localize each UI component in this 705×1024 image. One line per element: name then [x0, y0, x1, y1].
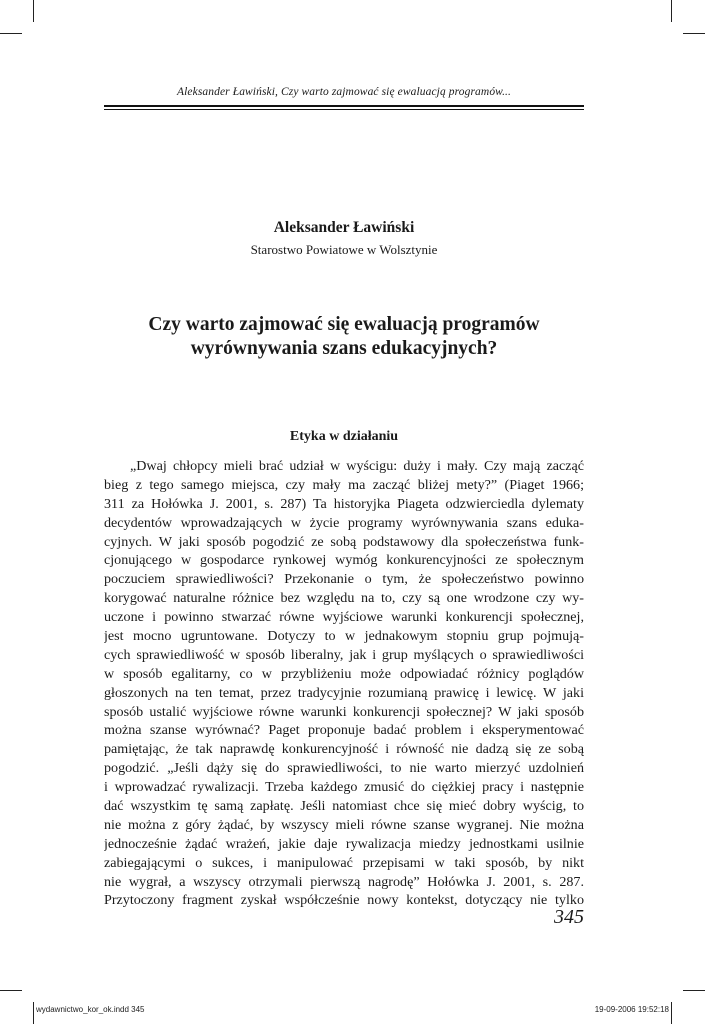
title-line: wyrównywania szans edukacyjnych? — [190, 338, 498, 359]
body-line: nie można z góry żądać, by wszyscy mieli równe szanse wygranej. Nie można — [104, 816, 584, 833]
body-line: korygować naturalne różnice bez względu na to, czy są one wrodzone czy wy- — [104, 590, 584, 607]
body-line: dać wszystkim tę samą zapłatę. Jeśli natomiast chce się mieć dobry wyścig, to — [104, 798, 584, 815]
crop-mark — [0, 990, 22, 991]
body-line: uczone i powinno stwarzać równe wyjściowe warunki konkurencji społecznej, — [104, 609, 584, 626]
crop-mark — [0, 33, 22, 34]
body-line: głoszonych na ten temat, przez tradycyjnie rozumianą prawicę i lewicę. W jaki — [104, 684, 584, 701]
print-slug-timestamp: 19-09-2006 19:52:18 — [594, 1005, 669, 1014]
page-number: 345 — [554, 906, 584, 928]
body-line: cyjnych. W jaki sposób pogodzić ze sobą podstawowy dla społeczeństwa funk- — [104, 533, 584, 550]
author-name: Aleksander Ławiński — [273, 219, 415, 236]
crop-mark — [33, 1002, 34, 1024]
body-line: pamiętając, że tak naprawdę konkurencyjność i równość nie dadzą się ze sobą — [104, 741, 584, 758]
body-line: cych sprawiedliwość w sposób liberalny, jak i grup myślących o sprawiedliwości — [104, 646, 584, 663]
body-line: nie wygrał, a wszyscy otrzymali pierwszą nagrodę” Hołówka J. 2001, s. 287. — [104, 873, 584, 890]
running-head: Aleksander Ławiński, Czy warto zajmować się ewaluacją programów... — [176, 86, 512, 98]
body-line: bieg z tego samego miejsca, czy mały ma zacząć bliżej mety?” (Piaget 1966; — [104, 476, 584, 493]
crop-mark — [671, 0, 672, 22]
body-line: poczuciem sprawiedliwości? Przekonanie o tym, że społeczeństwo powinno — [104, 571, 584, 588]
print-slug-file: wydawnictwo_kor_ok.indd 345 — [36, 1005, 145, 1014]
body-line: „Dwaj chłopcy mieli brać udział w wyścigu: duży i mały. Czy mają zacząć — [130, 458, 584, 474]
article-title — [104, 313, 584, 361]
body-line: i wprowadzać rywalizacji. Trzeba każdego zmusić do ciężkiej pracy i następnie — [104, 779, 584, 796]
crop-mark — [683, 33, 705, 34]
body-line: można szanse wyrównać? Paget proponuje badać problem i eksperymentować — [104, 722, 584, 739]
body-paragraph — [104, 457, 584, 910]
body-line: 311 za Hołówka J. 2001, s. 287) Ta historyjka Piageta odzwierciedla dylematy — [104, 495, 584, 512]
body-line: jednocześnie żądać wrażeń, jakie daje rywalizacja miedzy jednostkami usilnie — [104, 835, 584, 852]
header-rule-thick — [104, 105, 584, 107]
body-line: w sposób egalitarny, co w przybliżeniu może odpowiadać różnicy poglądów — [104, 665, 584, 682]
body-line: pogodzić. „Jeśli dąży się do sprawiedliwości, to nie warto mierzyć uzdolnień — [104, 760, 584, 777]
author-affiliation: Starostwo Powiatowe w Wolsztynie — [250, 242, 438, 257]
crop-mark — [33, 0, 34, 22]
body-line: sposób ustalić wyjściowe równe warunki konkurencji społecznej? W jaki sposób — [104, 703, 584, 720]
body-line: decydentów wprowadzających w życie programy wyrównywania szans eduka- — [104, 514, 584, 531]
section-heading: Etyka w działaniu — [289, 429, 399, 444]
title-line: Czy warto zajmować się ewaluacją programów — [148, 314, 540, 335]
body-line: zabiegającymi o sukces, i manipulować przepisami w taki sposób, by nikt — [104, 854, 584, 871]
body-line: cjonującego w gospodarce rynkowej wymóg konkurencyjności ze społecznym — [104, 552, 584, 569]
header-rule-thin — [104, 109, 584, 110]
body-line: jest mocno ugruntowane. Dotyczy to w jednakowym stopniu grup pojmują- — [104, 628, 584, 645]
crop-mark — [683, 990, 705, 991]
crop-mark — [671, 1002, 672, 1024]
body-line: Przytoczony fragment zyskał współcześnie nowy kontekst, dotyczący nie tylko — [104, 892, 584, 909]
